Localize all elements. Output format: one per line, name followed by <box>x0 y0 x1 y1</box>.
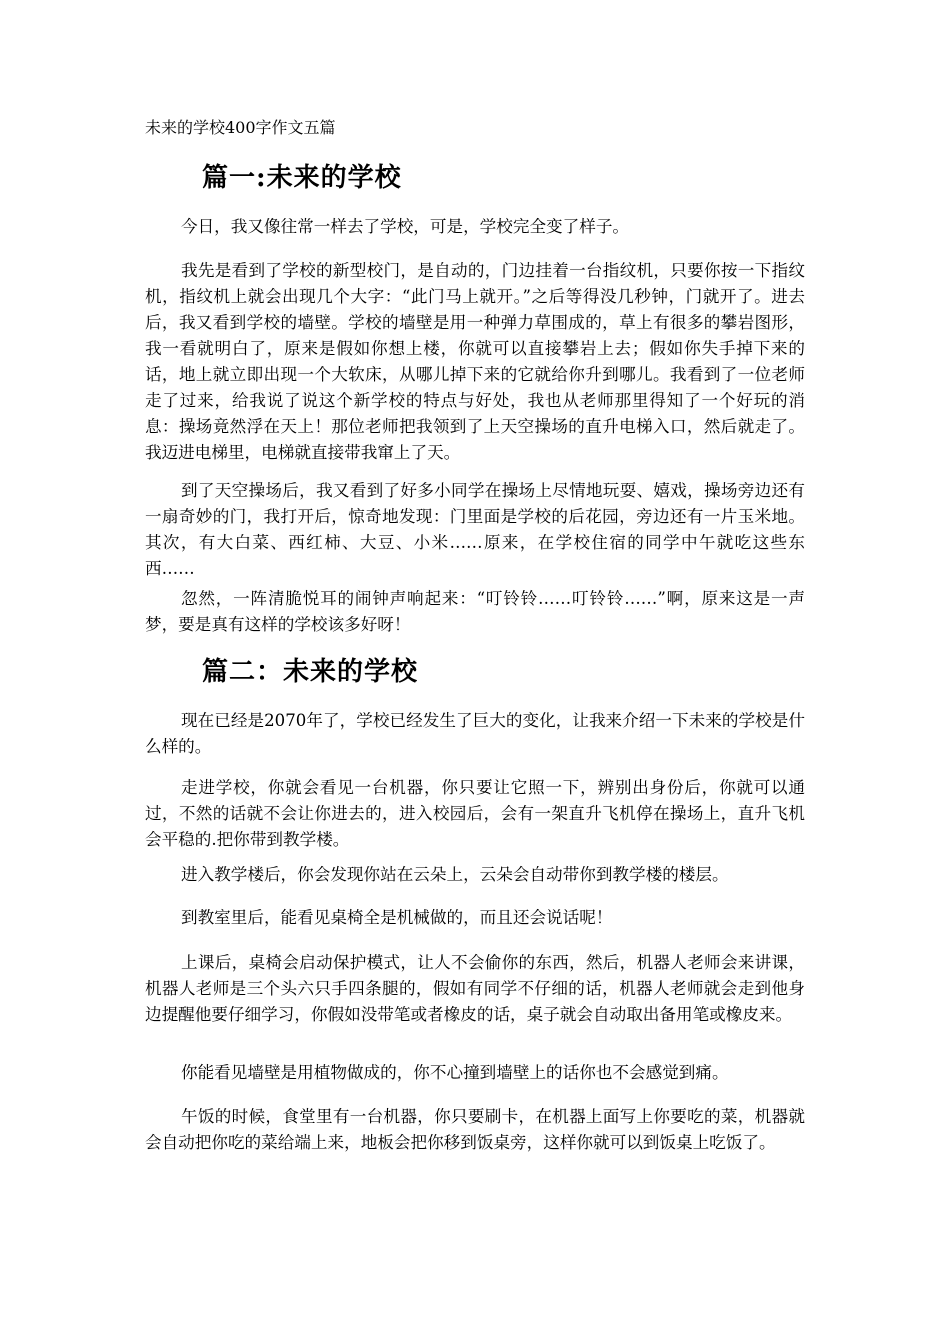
section-2-paragraph-1: 现在已经是2070年了，学校已经发生了巨大的变化，让我来介绍一下未来的学校是什么样的。 <box>145 711 805 756</box>
section-2-heading: 篇二：未来的学校 <box>202 657 419 687</box>
document-title: 未来的学校400字作文五篇 <box>145 118 336 137</box>
section-1-heading: 篇一:未来的学校 <box>202 163 402 193</box>
section-1-paragraph-4: 忽然，一阵清脆悦耳的闹钟声响起来：“叮铃铃……叮铃铃……”啊，原来这是一声梦，要是真有这样的学校该多好呀！ <box>145 589 805 634</box>
section-2-paragraph-3: 进入教学楼后，你会发现你站在云朵上，云朵会自动带你到教学楼的楼层。 <box>181 865 729 884</box>
section-2-paragraph-2: 走进学校，你就会看见一台机器，你只要让它照一下，辨别出身份后，你就可以通过，不然的话就不会让你进去的，进入校园后，会有一架直升飞机停在操场上，直升飞机会平稳的.把你带到教学楼。 <box>145 778 805 849</box>
section-2-paragraph-7: 午饭的时候，食堂里有一台机器，你只要刷卡，在机器上面写上你要吃的菜，机器就会自动把你吃的菜给端上来，地板会把你移到饭桌旁，这样你就可以到饭桌上吃饭了。 <box>145 1107 805 1152</box>
section-2-paragraph-6: 你能看见墙壁是用植物做成的，你不心撞到墙壁上的话你也不会感觉到痛。 <box>181 1063 729 1082</box>
section-1-paragraph-2: 我先是看到了学校的新型校门，是自动的，门边挂着一台指纹机，只要你按一下指纹机，指纹机上就会出现几个大字：“此门马上就开。”之后等得没几秒钟，门就开了。进去后，我又看到学校的墙壁。学校的墙壁是用一种弹力草围成的，草上有很多的攀岩图形，我一看就明白了，原来是假如你想上楼，你就可以直接攀岩上去；假如你失手掉下来的话，地上就立即出现一个大软床，从哪儿掉下来的它就给你升到哪儿。我看到了一位老师走了过来，给我说了说这个新学校的特点与好处，我也从老师那里得知了一个好玩的消息：操场竟然浮在天上！那位老师把我领到了上天空操场的直升电梯入口，然后就走了。我迈进电梯里，电梯就直接带我窜上了天。 <box>145 261 805 462</box>
section-2-paragraph-4: 到教室里后，能看见桌椅全是机械做的，而且还会说话呢！ <box>181 908 613 927</box>
section-1-paragraph-1: 今日，我又像往常一样去了学校，可是，学校完全变了样子。 <box>181 217 630 236</box>
section-1-paragraph-3: 到了天空操场后，我又看到了好多小同学在操场上尽情地玩耍、嬉戏，操场旁边还有一扇奇妙的门，我打开后，惊奇地发现：门里面是学校的后花园，旁边还有一片玉米地。其次，有大白菜、西红柿、大豆、小米……原来，在学校住宿的同学中午就吃这些东西…… <box>145 481 805 578</box>
section-2-paragraph-5: 上课后，桌椅会启动保护模式，让人不会偷你的东西，然后，机器人老师会来讲课，机器人老师是三个头六只手四条腿的，假如有同学不仔细的话，机器人老师就会走到他身边提醒他要仔细学习，你假如没带笔或者橡皮的话，桌子就会自动取出备用笔或橡皮来。 <box>145 953 805 1024</box>
